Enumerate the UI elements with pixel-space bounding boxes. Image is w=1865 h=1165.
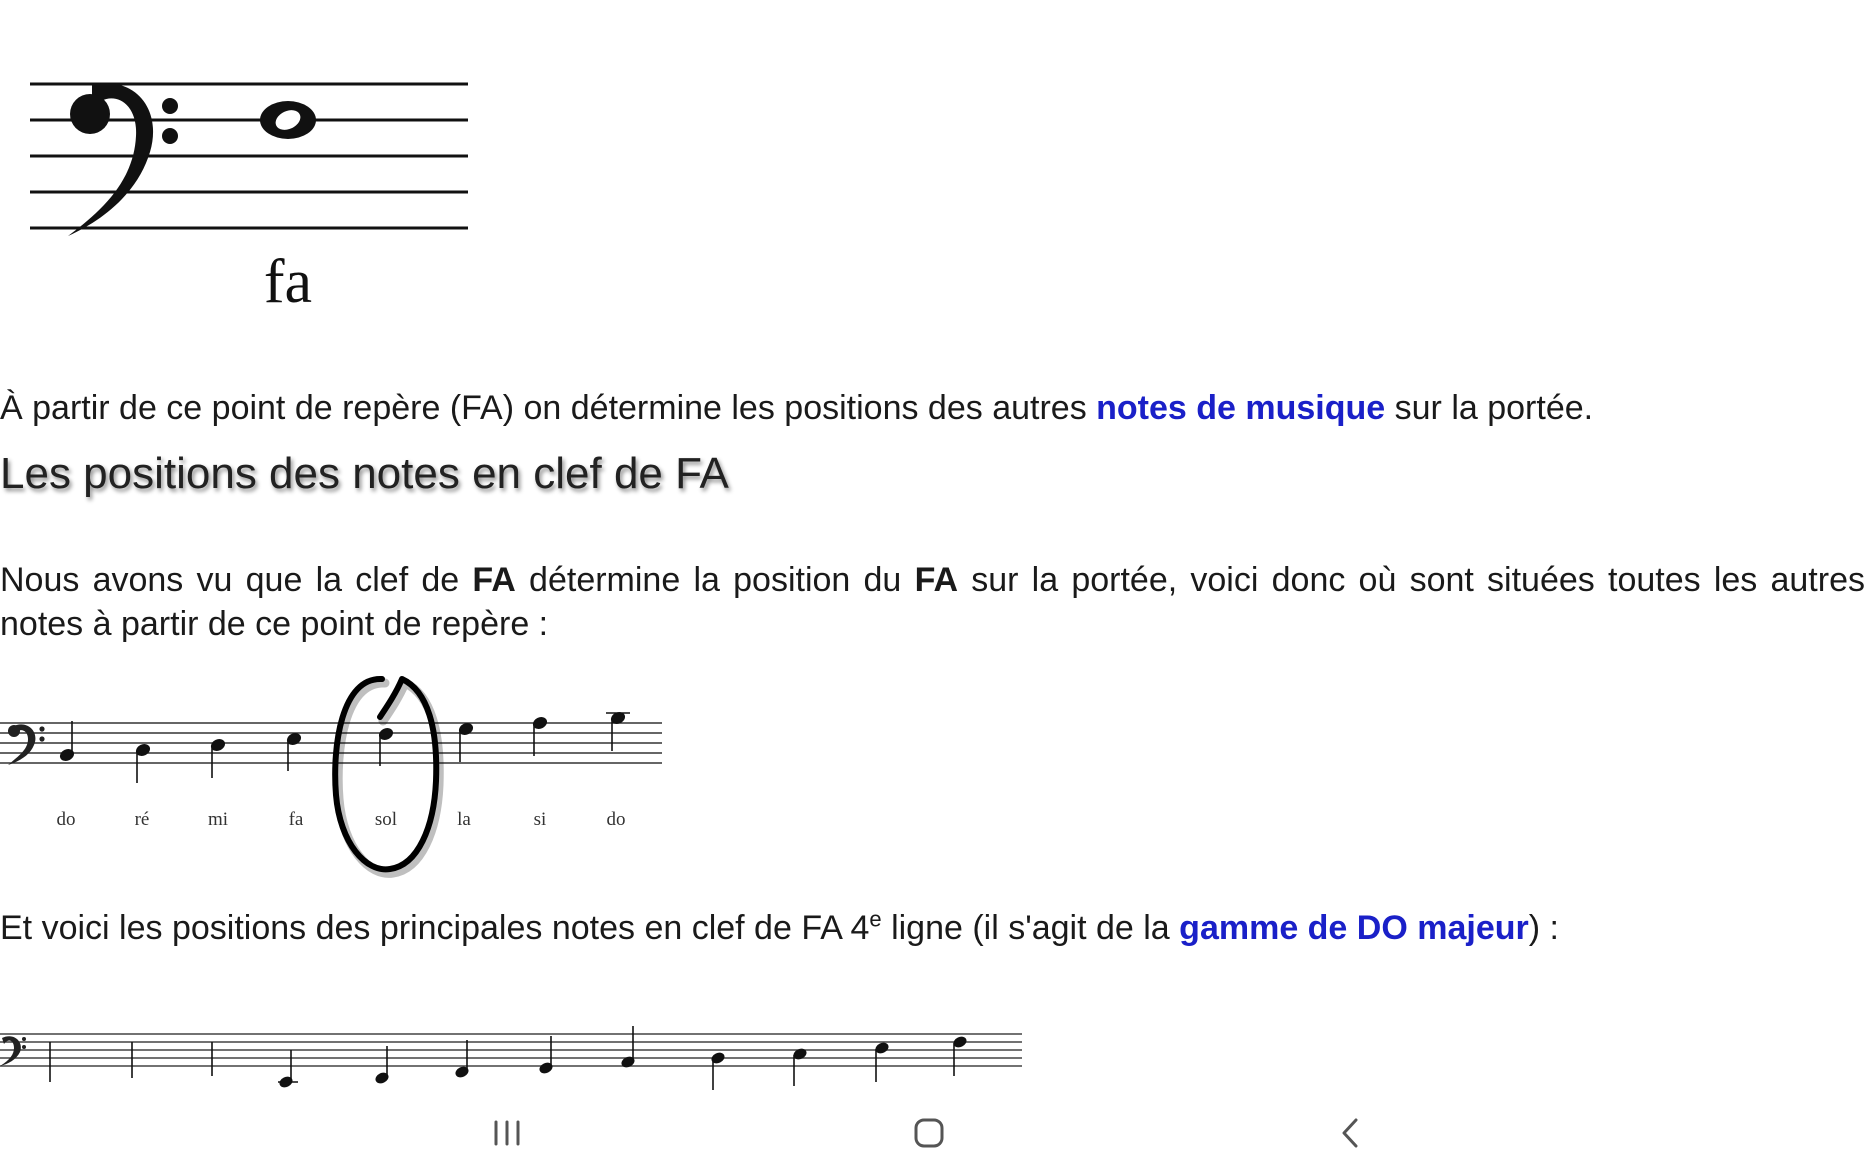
notes-de-musique-link[interactable]: notes de musique [1096, 389, 1386, 427]
scale-note-11 [875, 1042, 889, 1082]
scale-note-4 [278, 1050, 298, 1088]
recent-apps-icon [490, 1118, 524, 1148]
section-heading: Les positions des notes en clef de FA [0, 449, 729, 498]
note-do-high [606, 711, 630, 751]
note-name-mi: mi [207, 809, 229, 830]
back-button[interactable] [1316, 1100, 1386, 1165]
note-name-fa: fa [288, 809, 304, 830]
note-si [532, 716, 548, 756]
note-name-la: la [457, 809, 471, 830]
note-sol [378, 727, 394, 766]
scale-note-10 [793, 1048, 807, 1086]
home-button[interactable] [894, 1100, 964, 1165]
bass-clef-icon [68, 83, 178, 236]
note-fa [286, 732, 302, 771]
intro-text-before: À partir de ce point de repère (FA) on détermine les positions des autres [0, 389, 1097, 427]
note-name-sol: sol [374, 809, 398, 830]
home-icon [912, 1117, 946, 1149]
scale-bass-clef-icon [0, 1036, 26, 1066]
explanation-line-1: Nous avons vu que la clef de FA détermine la position du FA sur la portée, voici donc où sont situées toutes les autres [0, 561, 1865, 599]
intro-paragraph [0, 386, 1593, 430]
note-name-si: si [533, 809, 547, 830]
note-positions-figure [0, 665, 680, 895]
note-label-fa: fa [263, 248, 313, 316]
note-do-low [59, 721, 75, 762]
small-bass-clef-icon [8, 724, 45, 765]
gamme-de-do-majeur-link[interactable]: gamme de DO majeur [1179, 909, 1529, 947]
back-chevron-icon [1336, 1116, 1366, 1150]
note-name-do-high: do [606, 809, 626, 830]
explanation-line-2: notes à partir de ce point de repère : [0, 605, 549, 643]
scale-note-8 [621, 1026, 635, 1068]
system-navigation-bar [0, 1100, 1865, 1165]
whole-note-icon [260, 101, 316, 139]
recent-apps-button[interactable] [472, 1100, 542, 1165]
scale-note-12 [953, 1036, 967, 1076]
note-name-re: ré [134, 809, 150, 830]
scale-note-9 [711, 1052, 725, 1090]
superscript-e: e [869, 906, 882, 932]
handwritten-circle-mark [335, 679, 439, 873]
note-mi [210, 738, 226, 778]
scale-note-6 [455, 1040, 469, 1078]
scale-note-5 [375, 1046, 389, 1084]
explanation-paragraph [0, 558, 1865, 646]
scale-paragraph: Et voici les positions des principales notes en clef de FA 4e ligne (il s'agit de la gamme de DO majeur) : [0, 906, 1559, 947]
scale-staff-figure [0, 1020, 1030, 1100]
note-la [458, 722, 474, 762]
note-name-do: do [56, 809, 76, 830]
bass-clef-fa-figure [20, 70, 480, 330]
intro-text-after: sur la portée. [1385, 389, 1594, 427]
